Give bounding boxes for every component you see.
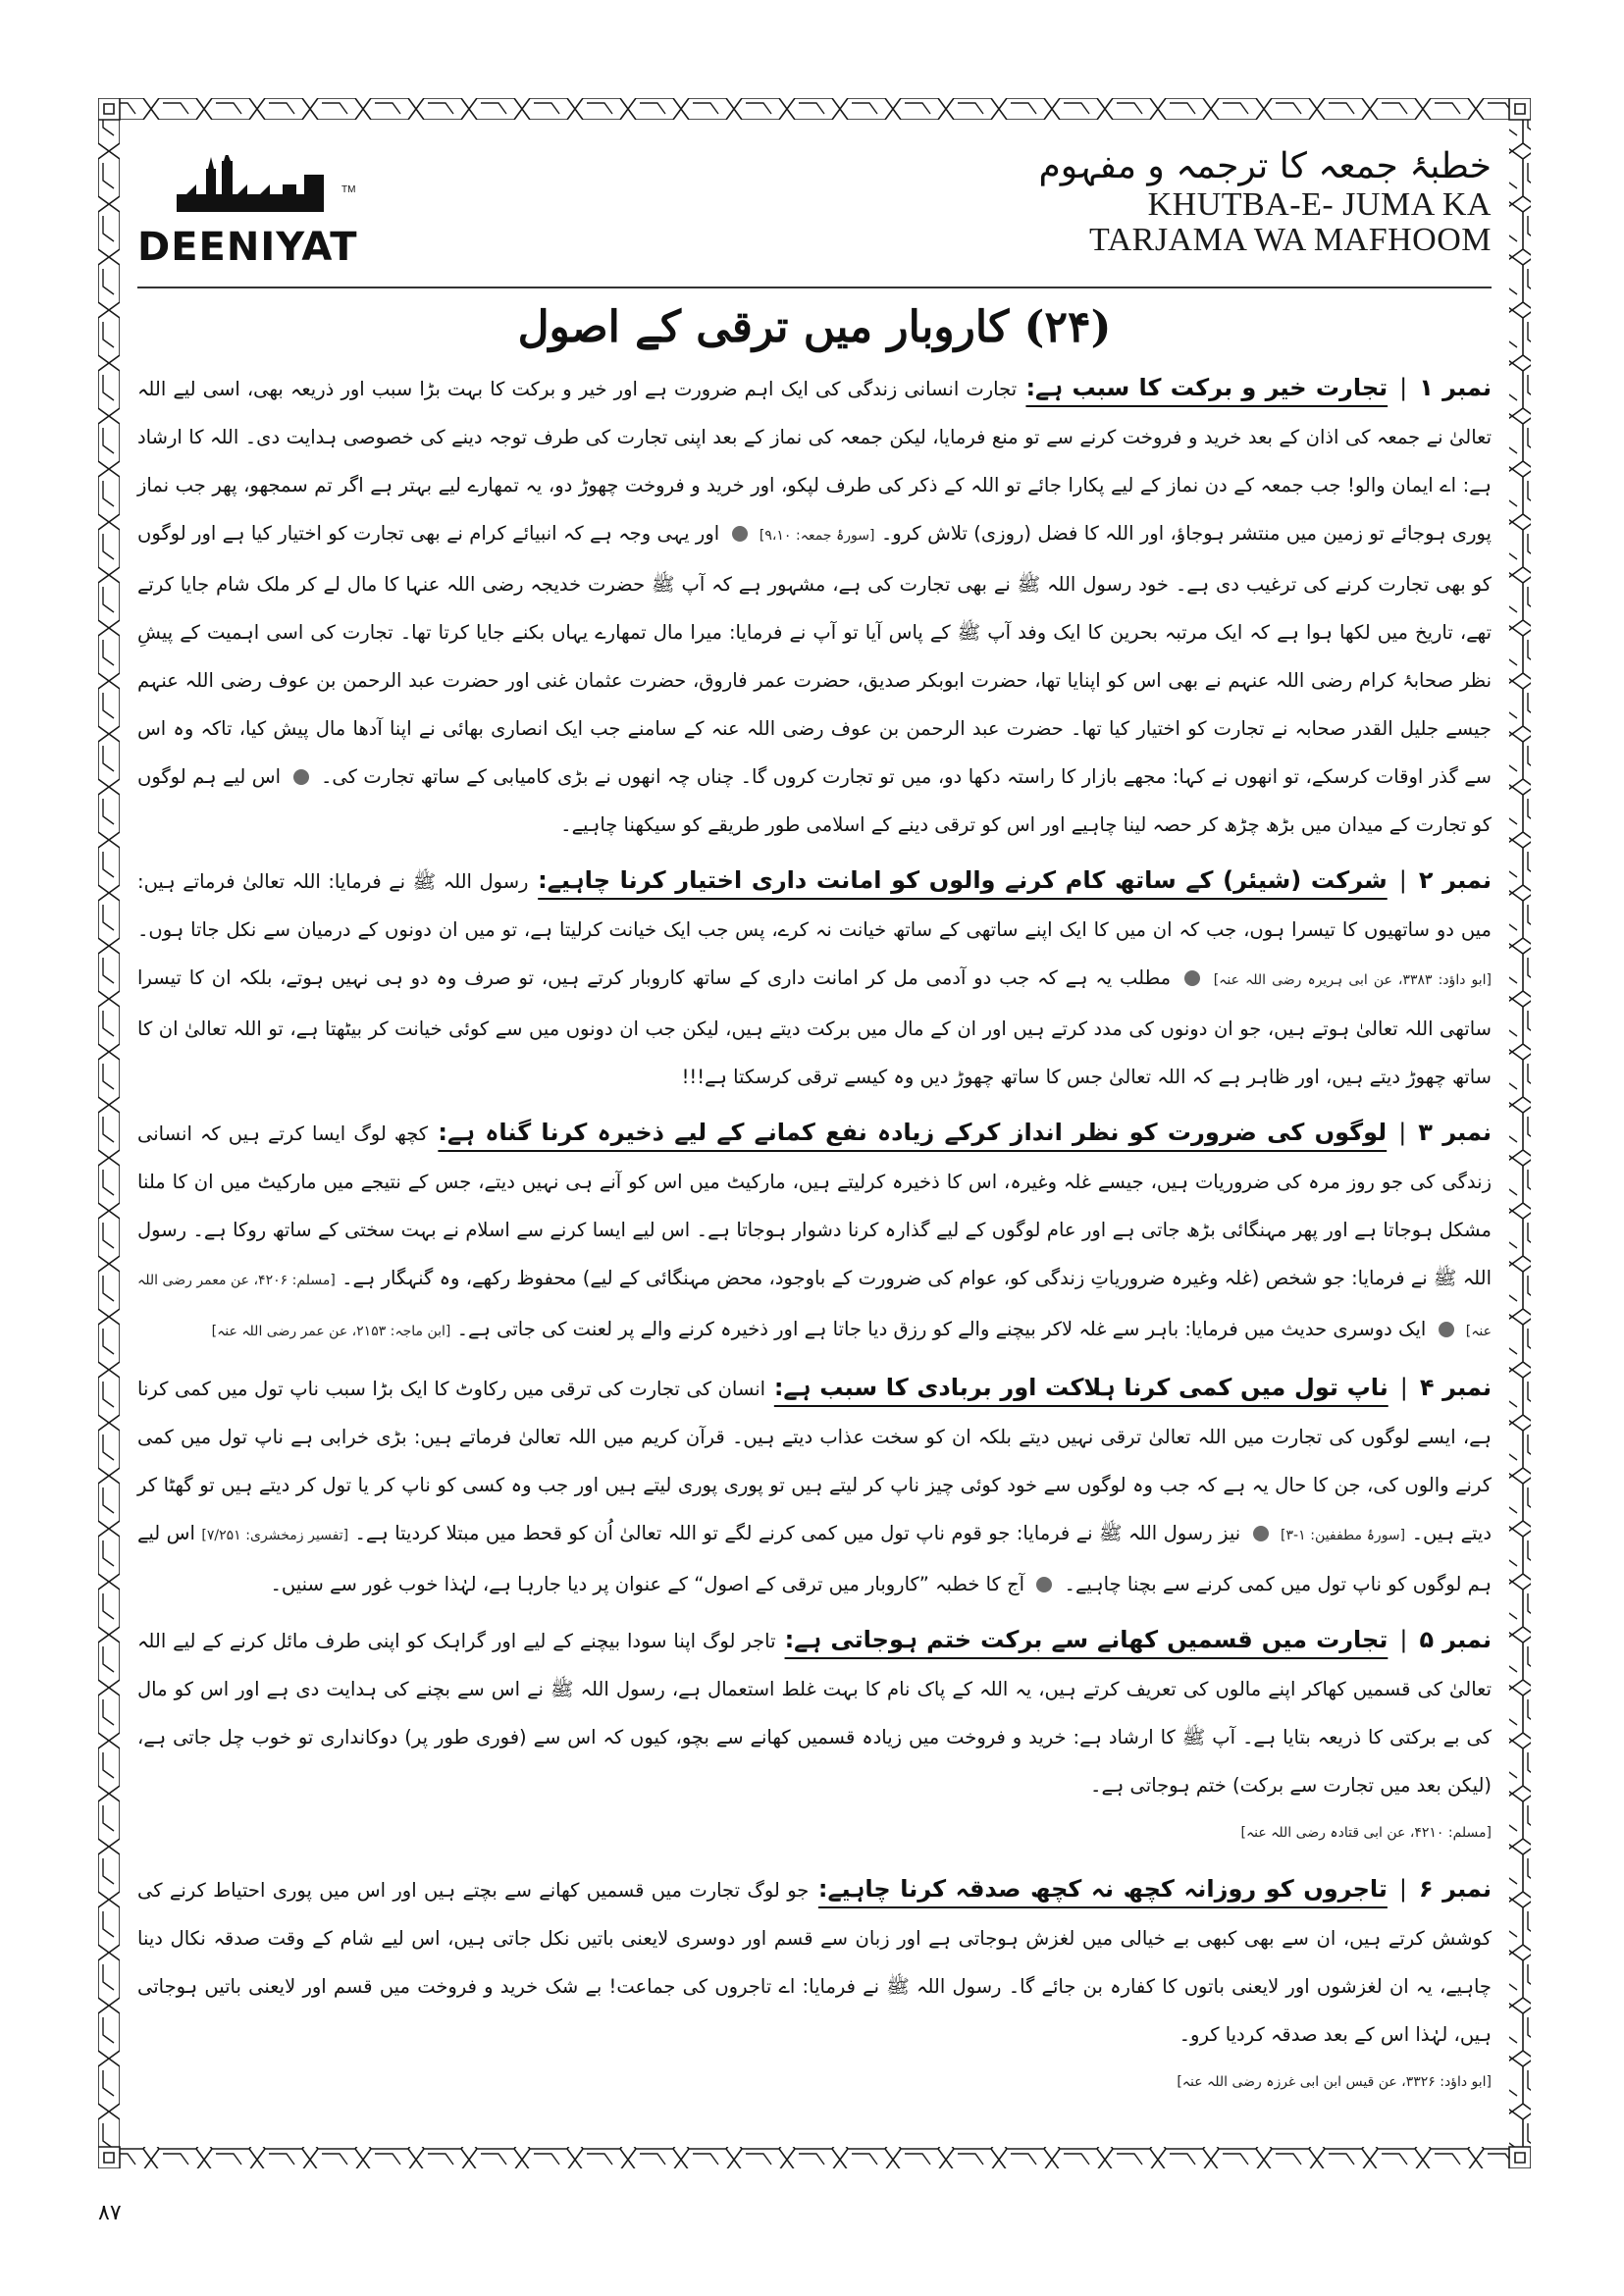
section-title: ناپ تول میں کمی کرنا ہلاکت اور بربادی کا سبب ہے:: [773, 1373, 1388, 1401]
section-number: نمبر ۱: [1419, 373, 1493, 401]
section-title: تجارت خیر و برکت کا سبب ہے:: [1025, 373, 1388, 401]
section-4: [137, 1364, 1492, 1608]
section-text: کچھ لوگ ایسا کرتے ہیں کہ انسانی زندگی کی جو روز مرہ کی ضروریات ہیں، جیسے غلہ وغیرہ، اس کا ذخیرہ کرلیتے ہیں، مارکیٹ میں اس کو آنے ہی نہیں دیتے، جس کے نتیجے میں مارکیٹ میں ان کا ملنا مشکل ہوجاتا ہے اور پھر مہنگائی بڑھ جاتی ہے اور عام لوگوں کے لیے گذارہ کرنا دشوار ہوجاتا ہے۔ اس لیے ایسا کرنے سے اسلام نے بہت سختی کے ساتھ روکا ہے۔ رسول اللہ ﷺ نے فرمایا: جو شخص (غلہ وغیرہ ضروریاتِ زندگی کو، عوام کی ضرورت کے باوجود، محض مہنگائی کے لیے) محفوظ رکھے، وہ گنہگار ہے۔: [137, 1122, 1492, 1289]
section-text: مطلب یہ ہے کہ جب دو آدمی مل کر امانت داری کے ساتھ کاروبار کرتے ہیں، تو صرف وہ دو ہی نہیں ہوتے، بلکہ ان کا تیسرا ساتھی اللہ تعالیٰ ہوتے ہیں، جو ان دونوں کی مدد کرتے ہیں اور ان کے مال میں برکت دیتے ہیں، لیکن جب ان دونوں میں سے کوئی خیانت کر بیٹھتا ہے، تو اللہ تعالیٰ ان کا ساتھ چھوڑ دیتے ہیں، اور ظاہر ہے کہ اللہ تعالیٰ جس کا ساتھ چھوڑ دیں وہ کیسے ترقی کرسکتا ہے!!!: [137, 965, 1492, 1088]
section-5: [137, 1616, 1492, 1857]
page-frame: [98, 98, 1531, 2168]
section-heading: [428, 1119, 1492, 1146]
bullet-icon: [1036, 1577, 1052, 1592]
separator: |: [1398, 1874, 1407, 1903]
section-title: تاجروں کو روزانہ کچھ نہ کچھ صدقہ کرنا چاہیے:: [817, 1874, 1388, 1903]
section-title: لوگوں کی ضرورت کو نظر انداز کرکے زیادہ نفع کمانے کے لیے ذخیرہ کرنا گناہ ہے:: [438, 1118, 1388, 1146]
section-number: نمبر ۶: [1419, 1874, 1492, 1903]
section-heading: [809, 1875, 1492, 1903]
separator: |: [1399, 373, 1408, 401]
reference: [ابن ماجہ: ۲۱۵۳، عن عمر رضی اللہ عنہ]: [211, 1323, 451, 1339]
section-text: انسان کی تجارت کی ترقی میں رکاوٹ کا ایک بڑا سبب ناپ تول میں کمی کرنا ہے، ایسے لوگوں کی تجارت میں اللہ تعالیٰ ترقی نہیں دیتے بلکہ ان کو سخت عذاب دیتے ہیں۔ قرآن کریم میں اللہ تعالیٰ فرماتے ہیں: بڑی خرابی ہے ناپ تول میں کمی کرنے والوں کی، جن کا حال یہ ہے کہ جب وہ لوگوں سے خود کوئی چیز ناپ کر لیتے ہیں تو پوری پوری لیتے ہیں اور جب وہ کسی کو ناپ کر یا تول کر دیتے ہیں تو گھٹا کر دیتے ہیں۔: [137, 1377, 1492, 1544]
section-title: تجارت میں قسمیں کھانے سے برکت ختم ہوجاتی ہے:: [784, 1625, 1388, 1653]
deeniyat-logo: [137, 155, 358, 270]
publication-title: [1039, 137, 1493, 258]
page-header: [137, 137, 1492, 288]
section-text: تاجر لوگ اپنا سودا بیچنے کے لیے اور گراہک کو اپنی طرف مائل کرنے کے لیے اللہ تعالیٰ کی قسمیں کھاکر اپنے مالوں کی تعریف کرتے ہیں، یہ اللہ کے پاک نام کا بہت غلط استعمال ہے، رسول اللہ ﷺ نے اس سے بچنے کی ہدایت دی ہے اور اس کو مال کی بے برکتی کا ذریعہ بتایا ہے۔ آپ ﷺ کا ارشاد ہے: خرید و فروخت میں زیادہ قسمیں کھانے سے بچو، کیوں کہ اس سے (فوری طور پر) دوکانداری تو خوب چل جاتی ہے، (لیکن بعد میں تجارت سے برکت) ختم ہوجاتی ہے۔: [137, 1629, 1492, 1797]
separator: |: [1399, 1373, 1408, 1401]
section-number: نمبر ۳: [1418, 1118, 1493, 1146]
section-heading: [528, 866, 1492, 894]
section-text: ایک دوسری حدیث میں فرمایا: باہر سے غلہ لاکر بیچنے والے کو رزق دیا جاتا ہے اور ذخیرہ کرنے والے پر لعنت کی جاتی ہے۔: [456, 1317, 1427, 1340]
section-title: شرکت (شیئر) کے ساتھ کام کرنے والوں کو امانت داری اختیار کرنا چاہیے:: [538, 865, 1388, 894]
section-1: [137, 364, 1492, 849]
title-urdu: خطبۂ جمعہ کا ترجمہ و مفہوم: [1038, 146, 1492, 186]
title-english-line1: KHUTBA-E- JUMA KA: [1147, 186, 1492, 224]
khutba-body: [137, 364, 1492, 2107]
section-text: اس لیے ہم لوگوں کو ناپ تول میں کمی کرنے سے بچنا چاہیے۔: [137, 1521, 1492, 1595]
khutba-heading: (۲۴) کاروبار میں ترقی کے اصول: [517, 302, 1112, 352]
bullet-icon: [293, 769, 309, 785]
page-content: [137, 137, 1492, 2129]
section-text: رسول اللہ ﷺ نے فرمایا: اللہ تعالیٰ فرماتے ہیں: میں دو ساتھیوں کا تیسرا ہوں، جب کہ ان میں کا ایک اپنے ساتھی کے ساتھ خیانت نہ کرے، پس جب ایک خیانت کرلیتا ہے، تو میں ان دونوں کے درمیان سے نکل جاتا ہوں۔: [137, 869, 1492, 941]
bullet-icon: [732, 526, 748, 542]
reference: [مسلم: ۴۲۱۰، عن ابی قتادہ رضی اللہ عنہ]: [1240, 1824, 1492, 1841]
reference: [سورۂ جمعہ: ۹،۱۰]: [759, 527, 875, 544]
separator: |: [1398, 1118, 1407, 1146]
section-text: جو لوگ تجارت میں قسمیں کھانے سے بچتے ہیں اور اس میں پوری احتیاط کرنے کی کوشش کرتے ہیں، ان سے بھی کبھی بے خیالی میں لغزش ہوجاتی ہے اور زبان سے قسم اور دوسری لایعنی باتیں نکل جاتی ہیں، اس لیے شام کے وقت صدقہ نکال دینا چاہیے، یہ ان لغزشوں اور لایعنی باتوں کا کفارہ بن جائے گا۔ رسول اللہ ﷺ نے فرمایا: اے تاجروں کی جماعت! بے شک خرید و فروخت میں قسم اور لایعنی باتیں ہوجاتی ہیں، لہٰذا اس کے بعد صدقہ کردیا کرو۔: [137, 1878, 1492, 2046]
separator: |: [1399, 1625, 1408, 1653]
bullet-icon: [1439, 1322, 1454, 1337]
reference: [ابو داؤد: ۳۳۸۳، عن ابی ہریرہ رضی اللہ عنہ]: [1213, 971, 1492, 988]
reference: [ابو داؤد: ۳۳۲۶، عن قیس ابن ابی غرزہ رضی اللہ عنہ]: [1177, 2073, 1492, 2090]
reference: [مسلم: ۴۲۰۶، عن معمر رضی اللہ عنہ]: [137, 1272, 1492, 1339]
separator: |: [1398, 865, 1407, 894]
section-text: نیز رسول اللہ ﷺ نے فرمایا: جو قوم ناپ تول میں کمی کرنے لگے تو اللہ تعالیٰ اُن کو قحط میں مبتلا کردیتا ہے۔: [354, 1521, 1241, 1544]
bullet-icon: [1253, 1526, 1269, 1541]
section-heading: [1017, 374, 1492, 401]
section-number: نمبر ۵: [1419, 1625, 1492, 1653]
title-english-line2: TARJAMA WA MAFHOOM: [1089, 221, 1492, 258]
section-text: تجارت انسانی زندگی کی ایک اہم ضرورت ہے اور خیر و برکت کا بہت بڑا سبب اور ذریعہ بھی، اسی لیے اللہ تعالیٰ نے جمعہ کی اذان کے بعد خرید و فروخت کرنے سے تو منع فرمایا، لیکن جمعہ کی نماز کے بعد اپنی تجارت کی طرف توجہ دینے کی خصوصی ہدایت دی۔ اللہ کا ارشاد ہے: اے ایمان والو! جب جمعہ کے دن نماز کے لیے پکارا جائے تو اللہ کے ذکر کی طرف لپکو، اور خرید و فروخت چھوڑ دو، یہ تمھارے لیے بہتر ہے اگر تم سمجھو، پھر جب نماز پوری ہوجائے تو زمین میں منتشر ہوجاؤ، اور اللہ کا فضل (روزی) تلاش کرو۔: [137, 377, 1492, 545]
section-heading: [765, 1374, 1492, 1401]
section-3: [137, 1109, 1492, 1356]
page-number: ۸۷: [98, 2201, 122, 2225]
bullet-icon: [1184, 970, 1200, 986]
section-number: نمبر ۲: [1418, 865, 1493, 894]
section-heading: [776, 1626, 1493, 1653]
trademark-symbol: TM: [341, 184, 356, 195]
section-6: [137, 1865, 1492, 2107]
section-number: نمبر ۴: [1419, 1373, 1493, 1401]
section-2: [137, 857, 1492, 1101]
minaret-logo-icon: [167, 155, 356, 224]
reference: [تفسیر زمخشری: ۷/۲۵۱]: [201, 1527, 349, 1543]
logo-wordmark: DEENIYAT: [137, 225, 358, 270]
section-text: اور یہی وجہ ہے کہ انبیائے کرام نے بھی تجارت کو اختیار کیا ہے اور لوگوں کو بھی تجارت کرنے کی ترغیب دی ہے۔ خود رسول اللہ ﷺ نے بھی تجارت کی ہے، مشہور ہے کہ آپ ﷺ حضرت خدیجہ رضی اللہ عنہا کا مال لے کر ملک شام جایا کرتے تھے، تاریخ میں لکھا ہوا ہے کہ ایک مرتبہ بحرین کا ایک وفد آپ ﷺ کے پاس آیا تو آپ نے فرمایا: میرا مال تمھارے یہاں بکنے جایا کرتا تھا۔ تجارت کی اسی اہمیت کے پیشِ نظر صحابۂ کرام رضی اللہ عنہم نے بھی اس کو اپنایا تھا، حضرت ابوبکر صدیق، حضرت عمر فاروق، حضرت عثمان غنی اور حضرت عبد الرحمن بن عوف رضی اللہ عنہم جیسے جلیل القدر صحابہ نے تجارت کو اختیار کیا تھا۔ حضرت عبد الرحمن بن عوف رضی اللہ عنہ کے سامنے جب ایک انصاری بھائی نے اپنا آدھا مال پیش کیا، تاکہ وہ اس سے گذر اوقات کرسکے، تو انھوں نے کہا: مجھے بازار کا راستہ دکھا دو، میں تو تجارت کروں گا۔ چناں چہ انھوں نے بڑی کامیابی کے ساتھ تجارت کی۔: [137, 521, 1492, 788]
section-text: اس لیے ہم لوگوں کو تجارت کے میدان میں بڑھ چڑھ کر حصہ لینا چاہیے اور اس کو ترقی دینے کے اسلامی طور طریقے کو سیکھنا چاہیے۔: [137, 764, 1492, 836]
section-text: آج کا خطبہ ”کاروبار میں ترقی کے اصول“ کے عنوان پر دیا جارہا ہے، لہٰذا خوب غور سے سنیں۔: [270, 1572, 1025, 1595]
reference: [سورۂ مطففین: ۱-۳]: [1281, 1527, 1406, 1543]
